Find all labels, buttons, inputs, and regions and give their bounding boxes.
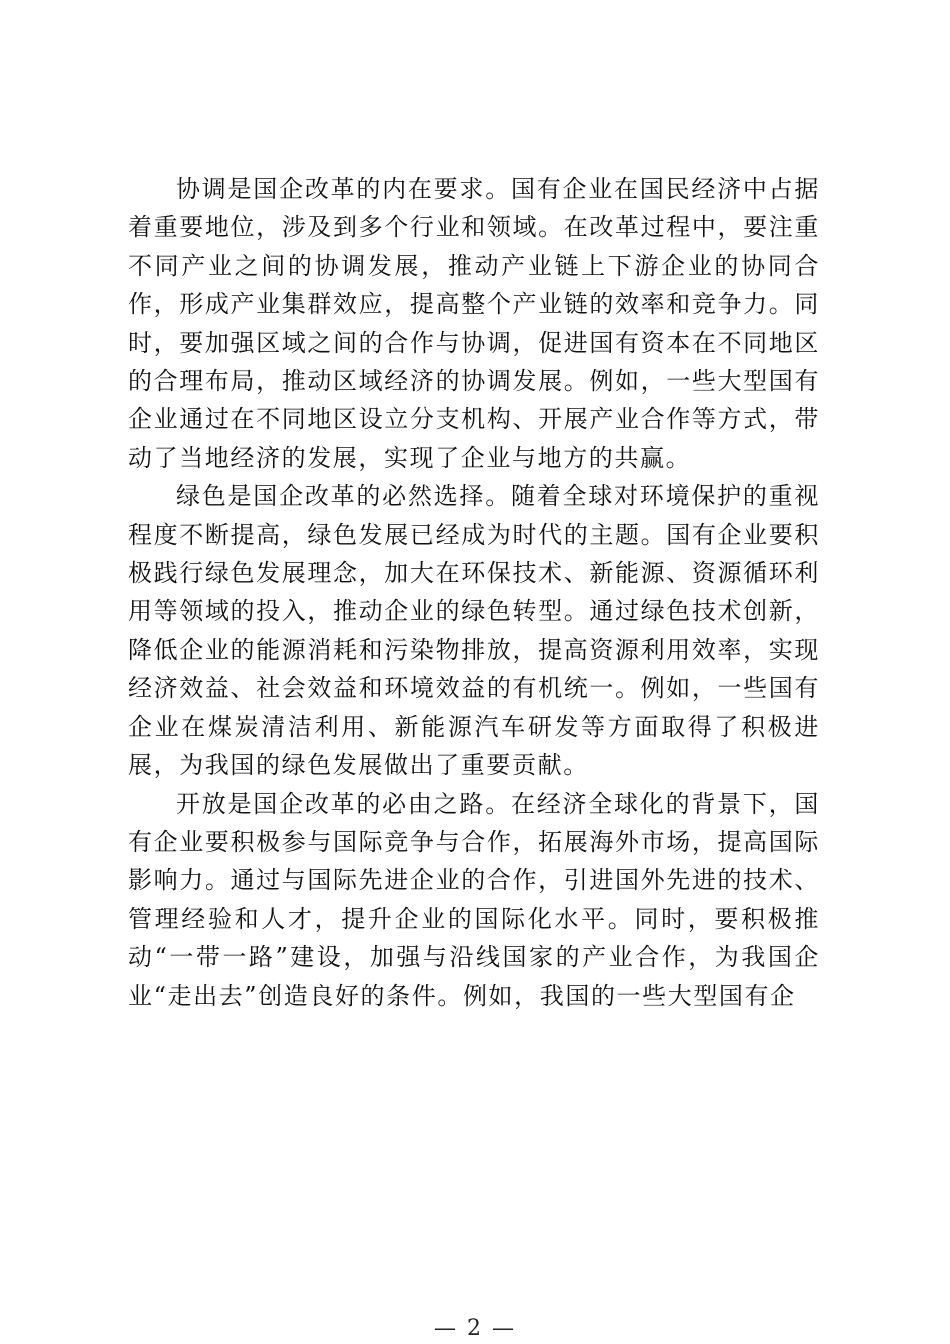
paragraph-opening: 开放是国企改革的必由之路。在经济全球化的背景下，国有企业要积极参与国际竞争与合作，拓展海外市场，提高国际影响力。通过与国际先进企业的合作，引进国外先进的技术、管理经验和人才，提升企业的国际化水平。同时，要积极推动“一带一路”建设，加强与沿线国家的产业合作，为我国企业“走出去”创造良好的条件。例如，我国的一些大型国有企 bbox=[128, 789, 820, 1010]
page-number: — 2 — bbox=[434, 1316, 516, 1341]
paragraph-coordination: 协调是国企改革的内在要求。国有企业在国民经济中占据着重要地位，涉及到多个行业和领域。在改革过程中，要注重不同产业之间的协调发展，推动产业链上下游企业的协同合作，形成产业集群效应，提高整个产业链的效率和竞争力。同时，要加强区域之间的合作与协调，促进国有资本在不同地区的合理布局，推动区域经济的协调发展。例如，一些大型国有企业通过在不同地区设立分支机构、开展产业合作等方式，带动了当地经济的发展，实现了企业与地方的共赢。 bbox=[128, 175, 820, 472]
document-body bbox=[128, 170, 820, 1015]
paragraph-green: 绿色是国企改革的必然选择。随着全球对环境保护的重视程度不断提高，绿色发展已经成为时代的主题。国有企业要积极践行绿色发展理念，加大在环保技术、新能源、资源循环利用等领域的投入，推动企业的绿色转型。通过绿色技术创新，降低企业的能源消耗和污染物排放，提高资源利用效率，实现经济效益、社会效益和环境效益的有机统一。例如，一些国有企业在煤炭清洁利用、新能源汽车研发等方面取得了积极进展，为我国的绿色发展做出了重要贡献。 bbox=[128, 482, 820, 780]
